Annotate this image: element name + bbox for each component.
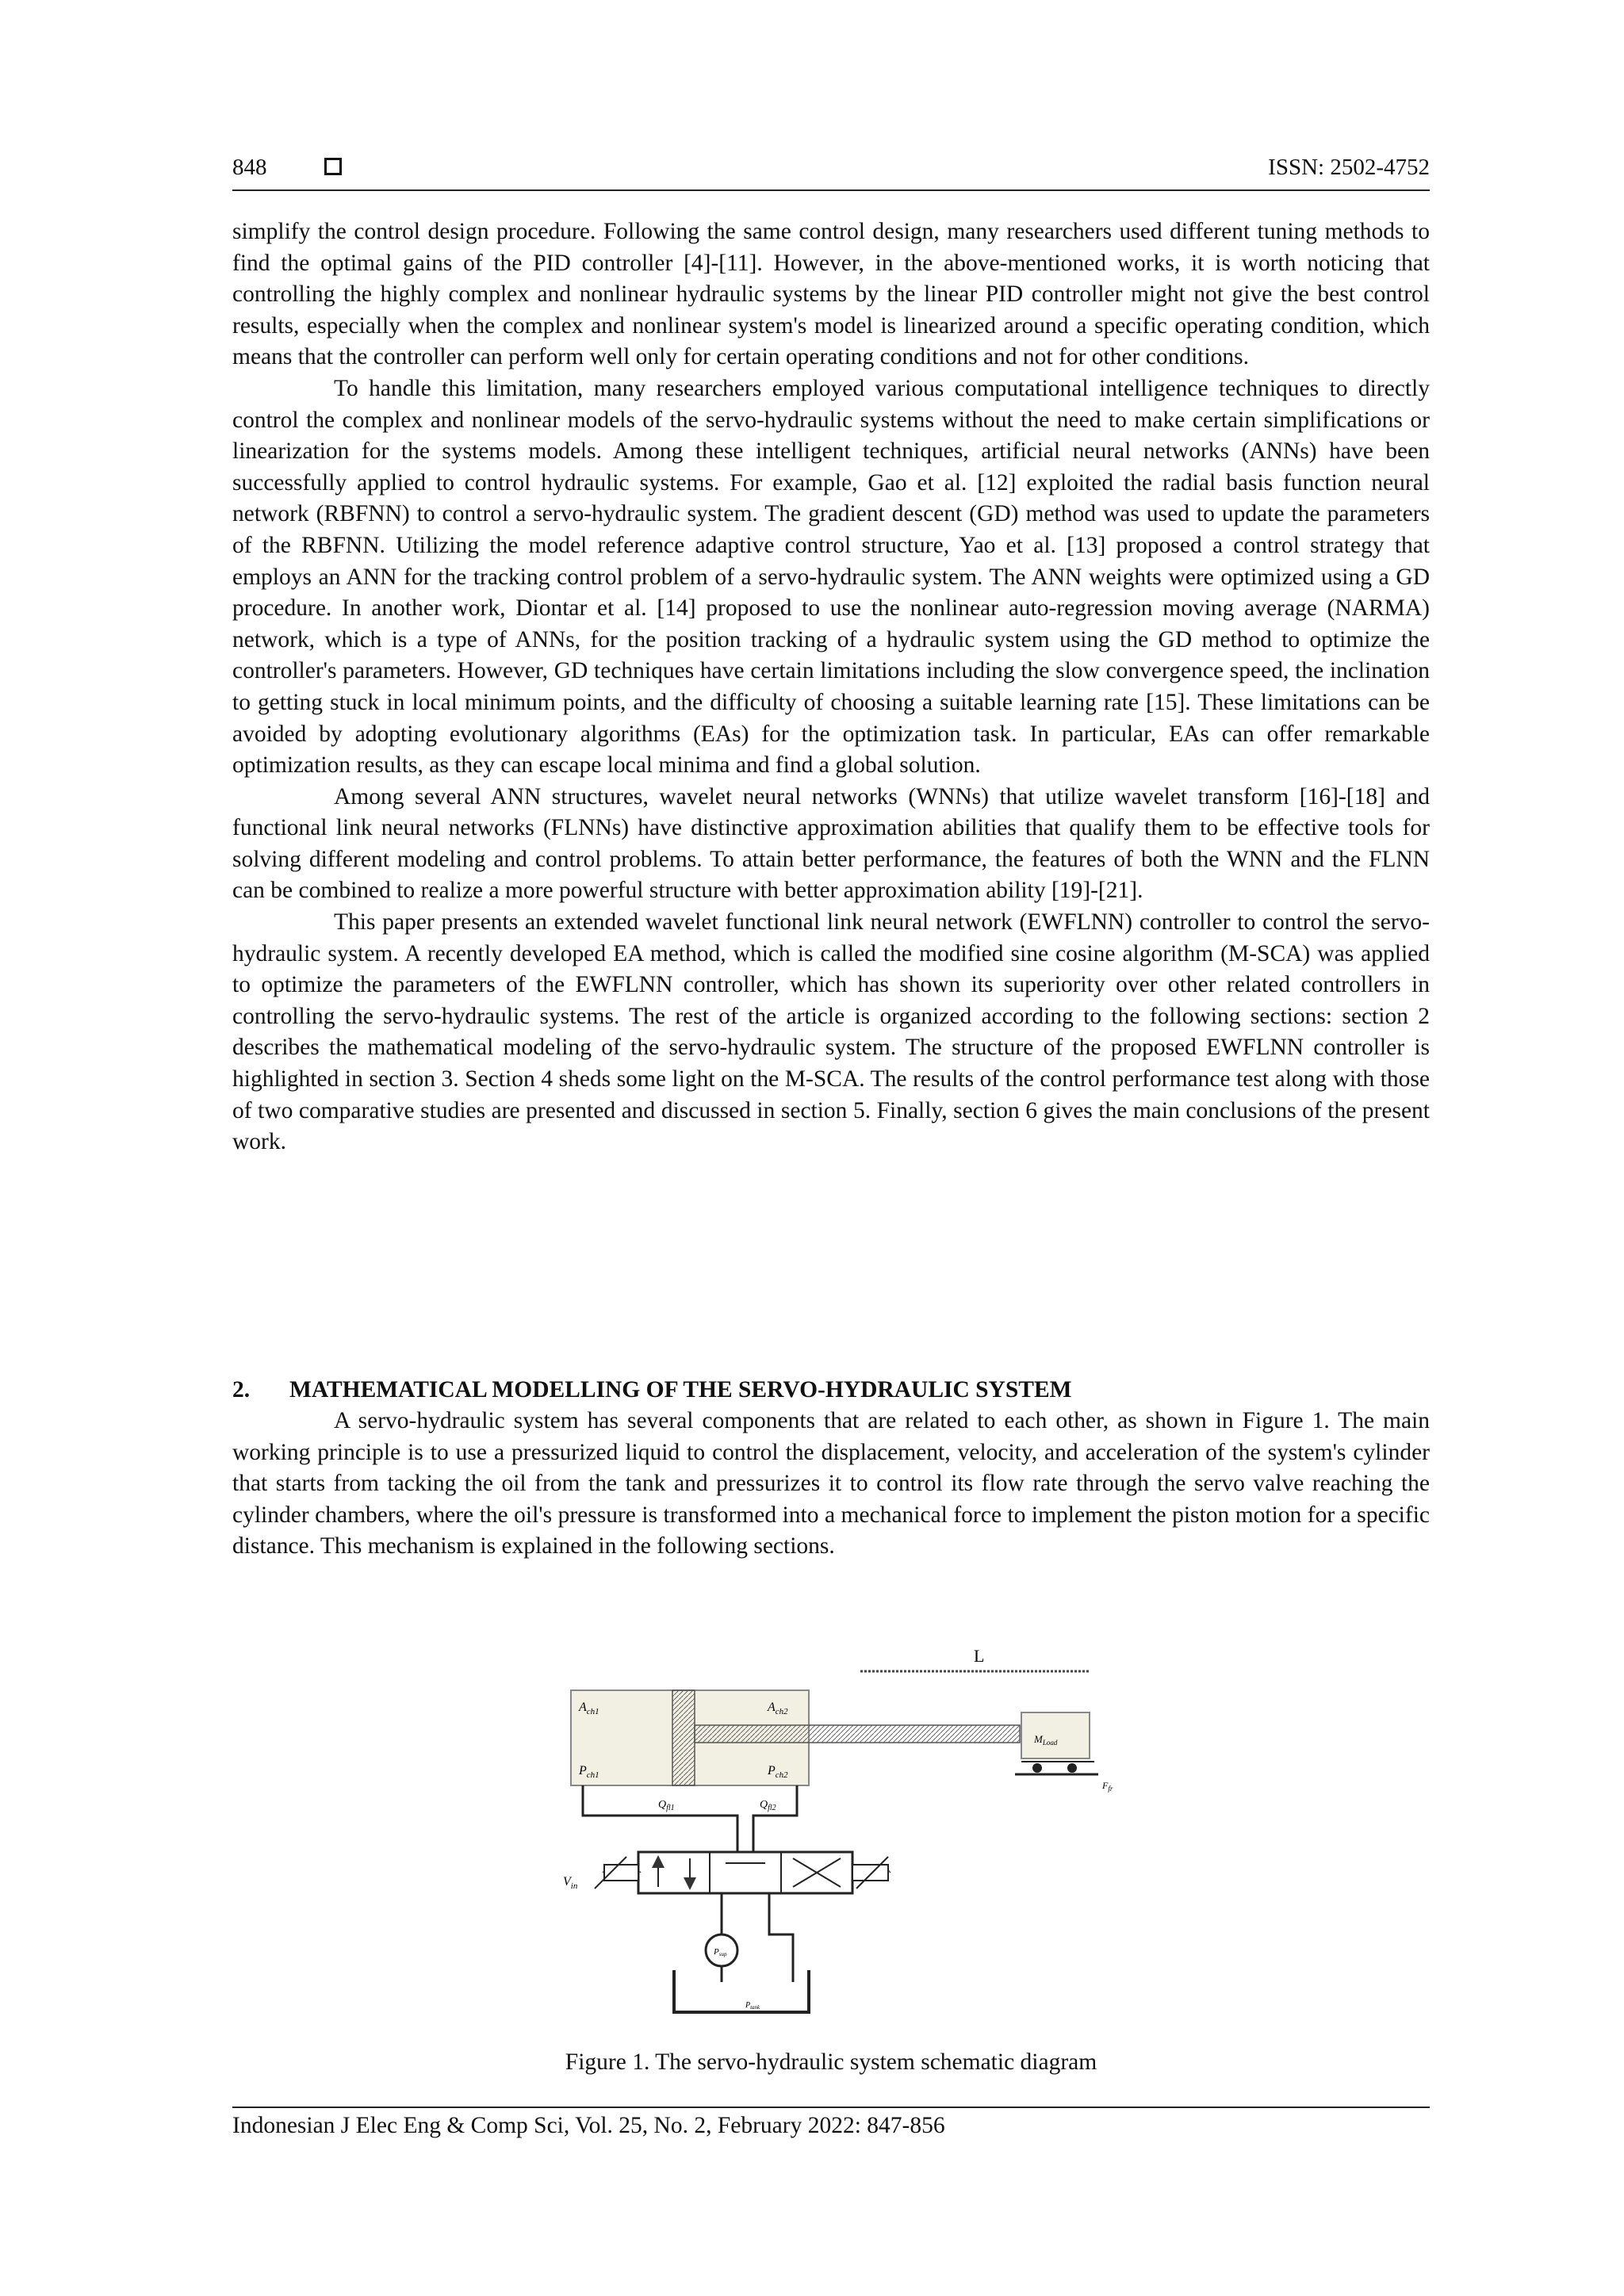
line-q-fl1 [583,1785,737,1852]
label-p-tank-sub: tank [750,2004,760,2011]
label-m-load: M [1034,1733,1043,1745]
label-q-fl1-sub: fl1 [666,1804,675,1812]
label-p-ch1: P [579,1764,587,1777]
section-heading [232,1374,1430,1406]
label-a-ch1: A [579,1701,587,1714]
label-p-tank: P [745,2001,751,2010]
wheel-right [1067,1763,1077,1773]
label-q-fl2-sub: fl2 [768,1804,776,1812]
label-f-fr-sub: fr [1108,1785,1113,1793]
label-p-ch2: P [768,1764,776,1777]
label-p-ch2-sub: ch2 [775,1770,788,1780]
load-mass [1021,1712,1090,1758]
section-number: 2. [232,1377,251,1402]
issn: ISSN: 2502-4752 [1268,155,1430,180]
line-q-fl2 [753,1785,797,1852]
svg-text:Ffr [1101,1780,1113,1793]
figure-caption: Figure 1. The servo-hydraulic system schematic diagram [565,2049,1097,2075]
section-paragraph: A servo-hydraulic system has several components that are related to each other, as shown in Figure 1. The main working principle is to use a pressurized liquid to control the displacement, velocity, and acceleration of the system's cylinder that starts from tacking the oil from the tank and pressurizes it to control its flow rate through the servo valve reaching the cylinder chambers, where the oil's pressure is transformed into a mechanical force to implement the piston motion for a specific distance. This mechanism is explained in the following sections. [232,1408,1430,1559]
page-header [232,155,1430,191]
pump [706,1934,737,1966]
tank [674,1970,809,2012]
section-title: MATHEMATICAL MODELLING OF THE SERVO-HYDRAULIC SYSTEM [289,1377,1072,1402]
figure-servo-hydraulic-diagram [555,1633,1113,2030]
label-L: L [974,1646,985,1666]
solenoid-right [852,1865,888,1881]
svg-text:Qfl2 [760,1799,776,1812]
label-v-in-sub: in [570,1881,578,1891]
label-p-sup: P [714,1947,719,1957]
paragraph-2: To handle this limitation, many researchers employed various computational intelligence techniques to directly control the complex and nonlinear models of the servo-hydraulic systems without the need to make certain simplifications or linearization for the systems models. Among these intelligent techniques, artificial neural networks (ANNs) have been successfully applied to control hydraulic systems. For example, Gao et al. [12] exploited the radial basis function neural network (RBFNN) to control a servo-hydraulic system. The gradient descent (GD) method was used to update the parameters of the RBFNN. Utilizing the model reference adaptive control structure, Yao et al. [13] proposed a control strategy that employs an ANN for the tracking control problem of a servo-hydraulic system. The ANN weights were optimized using a GD procedure. In another work, Diontar et al. [14] proposed to use the nonlinear auto-regression moving average (NARMA) network, which is a type of ANNs, for the position tracking of a hydraulic system using the GD method to optimize the controller's parameters. However, GD techniques have certain limitations including the slow convergence speed, the inclination to getting stuck in local minimum points, and the difficulty of choosing a suitable learning rate [15]. These limitations can be avoided by adopting evolutionary algorithms (EAs) for the optimization task. In particular, EAs can offer remarkable optimization results, as they can escape local minima and find a global solution. [232,375,1430,779]
page-number: 848 [232,155,267,180]
checkbox-icon [324,158,342,175]
label-a-ch2-sub: ch2 [775,1707,788,1716]
page-footer [232,2107,1430,2139]
body-text [232,216,1430,1158]
journal-citation: Indonesian J Elec Eng & Comp Sci, Vol. 25, No. 2, February 2022: 847-856 [232,2113,945,2138]
svg-text:Qfl1 [658,1799,675,1812]
paragraph-3: Among several ANN structures, wavelet neural networks (WNNs) that utilize wavelet transform [16]-[18] and functional link neural networks (FLNNs) have distinctive approximation abilities that qualify them to be effective tools for solving different modeling and control problems. To attain better performance, the features of both the WNN and the FLNN can be combined to realize a more powerful structure with better approximation ability [19]-[21]. [232,783,1430,904]
paragraph-1: simplify the control design procedure. Following the same control design, many researchers used different tuning methods to find the optimal gains of the PID controller [4]-[11]. However, in the above-mentioned works, it is worth noticing that controlling the highly complex and nonlinear hydraulic systems by the linear PID controller might not give the best control results, especially when the complex and nonlinear system's model is linearized around a specific operating condition, which means that the controller can perform well only for certain operating conditions and not for other conditions. [232,219,1430,370]
svg-text:Vin [563,1875,578,1891]
servo-valve [638,1852,852,1893]
piston [672,1690,695,1785]
label-q-fl2: Q [760,1799,768,1811]
label-a-ch1-sub: ch1 [586,1707,599,1716]
servo-hydraulic-schematic [555,1633,1113,2030]
solenoid-left [604,1865,638,1881]
label-p-sup-sub: sup [718,1951,727,1957]
label-m-load-sub: Load [1042,1739,1058,1747]
wheel-left [1032,1763,1042,1773]
label-v-in: V [563,1875,571,1888]
label-p-ch1-sub: ch1 [586,1770,599,1780]
return-line [769,1893,793,1982]
piston-rod [695,1725,1020,1743]
label-f-fr: F [1102,1780,1109,1791]
svg-text:Ptank [745,2001,760,2011]
section-text [232,1406,1430,1563]
label-q-fl1: Q [658,1799,667,1811]
label-a-ch2: A [768,1701,776,1714]
paragraph-4: This paper presents an extended wavelet functional link neural network (EWFLNN) controller to control the servo-hydraulic system. A recently developed EA method, which is called the modified sine cosine algorithm (M-SCA) was applied to optimize the parameters of the EWFLNN controller, which has shown its superiority over other related controllers in controlling the servo-hydraulic systems. The rest of the article is organized according to the following sections: section 2 describes the mathematical modeling of the servo-hydraulic system. The structure of the proposed EWFLNN controller is highlighted in section 3. Section 4 sheds some light on the M-SCA. The results of the control performance test along with those of two comparative studies are presented and discussed in section 5. Finally, section 6 gives the main conclusions of the present work. [232,909,1430,1155]
